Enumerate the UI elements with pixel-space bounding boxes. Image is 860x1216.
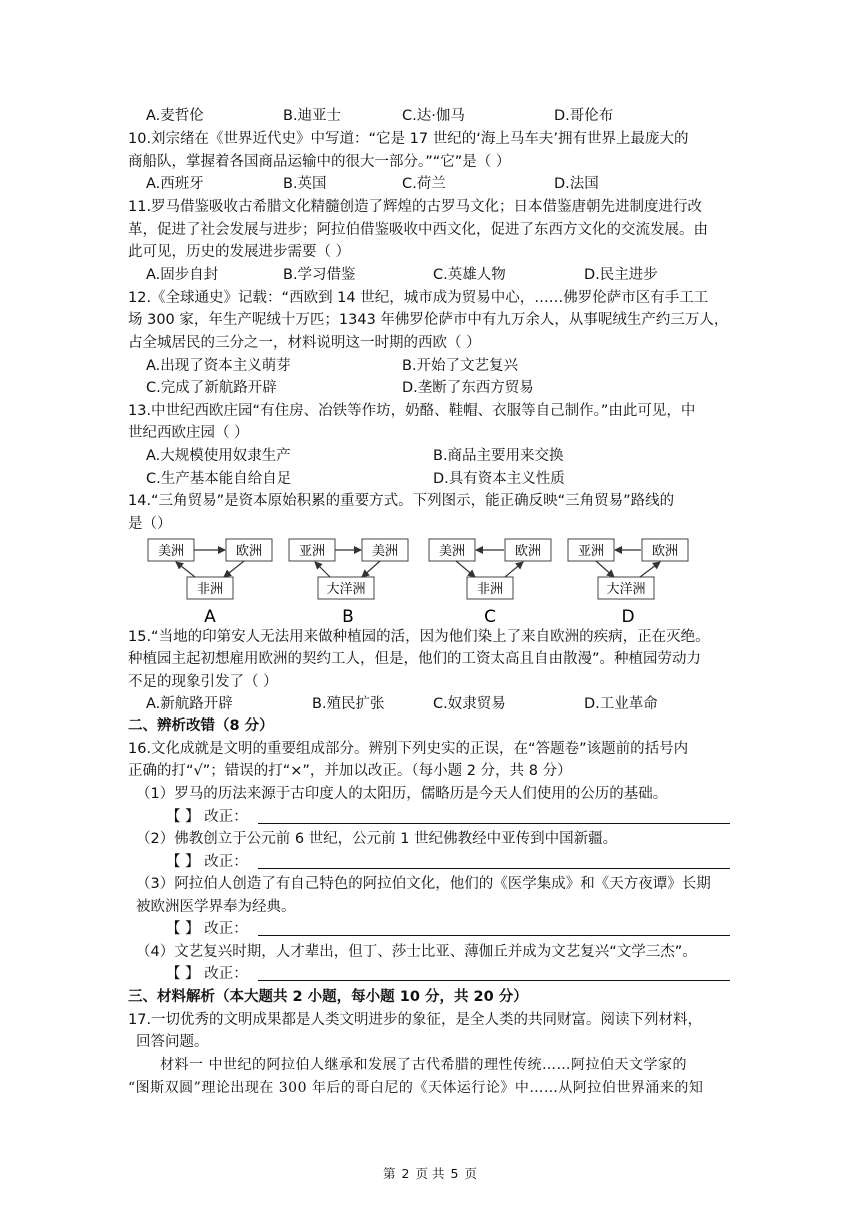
q12-stem-line2: 场 300 家，年生产呢绒十万匹；1343 年佛罗伦萨市中有九万余人，从事呢绒生产约三万人， — [128, 312, 729, 328]
q11-option-b: B.学习借鉴 — [283, 267, 356, 283]
diagram-a-label: A — [204, 607, 216, 627]
q11-stem-line2: 革，促进了社会发展与进步；阿拉伯借鉴吸收中西文化，促进了东西方文化的交流发展。由 — [128, 222, 708, 238]
q16-item-3: （3）阿拉伯人创造了有自己特色的阿拉伯文化，他们的《医学集成》和《天方夜谭》长期 — [136, 876, 711, 892]
q9-option-a: A.麦哲伦 — [146, 108, 204, 124]
q15-option-d: D.工业革命 — [584, 696, 658, 712]
q16-item-3-answer-label: 【 】 改正： — [166, 921, 248, 937]
q10-option-b: B.英国 — [283, 176, 327, 192]
diagram-a-top-left: 美洲 — [157, 544, 185, 559]
q17-stem-line1: 17.一切优秀的文明成果都是人类文明进步的象征，是全人类的共同财富。阅读下列材料， — [128, 1012, 703, 1028]
q16-item-3-cont: 被欧洲医学界奉为经典。 — [136, 899, 296, 915]
diagram-c-label: C — [484, 607, 496, 627]
q11-option-d: D.民主进步 — [584, 267, 658, 283]
footer-middle: 页 共 — [415, 1166, 445, 1181]
diagram-b-bottom: 大洋洲 — [326, 582, 366, 597]
q12-option-b: B.开始了文艺复兴 — [402, 358, 519, 374]
q15-option-c: C.奴隶贸易 — [433, 696, 506, 712]
q10-stem-line2: 商船队，掌握着各国商品运输中的很大一部分。”“它”是（ ） — [128, 154, 511, 170]
q16-item-2: （2）佛教创立于公元前 6 世纪，公元前 1 世纪佛教经中亚传到中国新疆。 — [136, 831, 618, 847]
diagram-b-label: B — [342, 607, 354, 627]
q11-stem-line1: 11.罗马借鉴吸收古希腊文化精髓创造了辉煌的古罗马文化；日本借鉴唐朝先进制度进行改 — [128, 199, 703, 215]
footer-prefix: 第 — [383, 1166, 396, 1181]
triangle-trade-diagrams — [0, 530, 860, 630]
diagram-c-bottom: 非洲 — [476, 582, 504, 597]
q9-option-c: C.达·伽马 — [402, 108, 465, 124]
q13-option-b: B.商品主要用来交换 — [433, 448, 564, 464]
q16-item-4-answer-line[interactable] — [258, 980, 730, 981]
q12-stem-line3: 占全城居民的三分之一，材料说明这一时期的西欧（ ） — [128, 335, 481, 351]
q15-option-b: B.殖民扩张 — [312, 696, 385, 712]
footer-page-number: 2 — [401, 1166, 410, 1181]
q14-stem-line2: 是（） — [128, 516, 172, 532]
q16-item-3-answer-line[interactable] — [258, 935, 730, 936]
q13-option-d: D.具有资本主义性质 — [433, 471, 565, 487]
q15-stem-line1: 15.“当地的印第安人无法用来做种植园的活，因为他们染上了来自欧洲的疾病，正在灭绝。 — [128, 629, 710, 645]
q9-option-b: B.迪亚士 — [283, 108, 342, 124]
q10-option-a: A.西班牙 — [146, 176, 204, 192]
q13-stem-line2: 世纪西欧庄园（ ） — [128, 425, 249, 441]
q10-option-d: D.法国 — [554, 176, 599, 192]
diagram-a-top-right: 欧洲 — [235, 544, 263, 559]
q16-item-4: （4）文艺复兴时期，人才辈出，但丁、莎士比亚、薄伽丘并成为文艺复兴“文学三杰”。 — [136, 944, 697, 960]
q11-stem-line3: 此可见，历史的发展进步需要（ ） — [128, 244, 351, 260]
diagram-c-top-left: 美洲 — [438, 544, 466, 559]
q13-option-a: A.大规模使用奴隶生产 — [146, 448, 291, 464]
diagram-d-bottom: 大洋洲 — [606, 582, 646, 597]
material-1-line1: 材料一 中世纪的阿拉伯人继承和发展了古代希腊的理性传统……阿拉伯天文学家的 — [160, 1057, 687, 1073]
diagram-b-top-right: 美洲 — [371, 544, 399, 559]
diagram-c-top-right: 欧洲 — [514, 544, 542, 559]
q16-item-4-answer-label: 【 】 改正： — [166, 966, 248, 982]
diagram-d-label: D — [621, 607, 635, 627]
q16-stem-line2: 正确的打“√”；错误的打“×”，并加以改正。（每小题 2 分，共 8 分） — [128, 763, 572, 779]
q16-item-1-answer-label: 【 】 改正： — [166, 809, 248, 825]
q13-option-c: C.生产基本能自给自足 — [146, 471, 292, 487]
q12-option-c: C.完成了新航路开辟 — [146, 380, 277, 396]
q11-option-a: A.固步自封 — [146, 267, 219, 283]
q12-option-d: D.垄断了东西方贸易 — [402, 380, 534, 396]
section-3-title: 三、材料解析（本大题共 2 小题，每小题 10 分，共 20 分） — [128, 989, 528, 1005]
diagram-d — [568, 539, 688, 627]
q13-stem-line1: 13.中世纪西欧庄园“有住房、冶铁等作坊，奶酪、鞋帽、衣服等自己制作。”由此可见，中 — [128, 403, 696, 419]
page-footer — [0, 1164, 860, 1182]
diagram-d-top-left: 亚洲 — [577, 544, 605, 559]
q15-stem-line3: 不足的现象引发了（ ） — [128, 674, 278, 690]
q10-stem-line1: 10.刘宗绪在《世界近代史》中写道：“它是 17 世纪的‘海上马车夫’拥有世界上最庞大的 — [128, 131, 689, 147]
footer-suffix: 页 — [464, 1166, 477, 1181]
q14-stem-line1: 14.“三角贸易”是资本原始积累的重要方式。下列图示，能正确反映“三角贸易”路线的 — [128, 493, 675, 509]
q11-option-c: C.英雄人物 — [433, 267, 506, 283]
q12-option-a: A.出现了资本主义萌芽 — [146, 358, 291, 374]
diagram-b-top-left: 亚洲 — [298, 544, 326, 559]
q16-item-2-answer-label: 【 】 改正： — [166, 854, 248, 870]
diagram-a-bottom: 非洲 — [196, 582, 224, 597]
footer-total-pages: 5 — [450, 1166, 459, 1181]
q16-item-1-answer-line[interactable] — [258, 823, 730, 824]
q9-option-d: D.哥伦布 — [554, 108, 614, 124]
section-2-title: 二、辨析改错（8 分） — [128, 718, 274, 734]
q12-stem-line1: 12.《全球通史》记载：“西欧到 14 世纪，城市成为贸易中心，……佛罗伦萨市区有手工工 — [128, 290, 709, 306]
q10-option-c: C.荷兰 — [402, 176, 446, 192]
diagram-a — [148, 539, 272, 627]
material-1-line2: “图斯双圆”理论出现在 300 年后的哥白尼的《天体运行论》中……从阿拉伯世界涌来的知 — [128, 1080, 704, 1096]
diagram-d-top-right: 欧洲 — [651, 544, 679, 559]
diagram-c — [429, 539, 551, 627]
q15-option-a: A.新航路开辟 — [146, 696, 233, 712]
q16-stem-line1: 16.文化成就是文明的重要组成部分。辨别下列史实的正误，在“答题卷”该题前的括号内 — [128, 741, 689, 757]
q16-item-1: （1）罗马的历法来源于古印度人的太阳历，儒略历是今天人们使用的公历的基础。 — [136, 786, 668, 802]
q15-stem-line2: 种植园主起初想雇用欧洲的契约工人，但是，他们的工资太高且自由散漫”。种植园劳动力 — [128, 651, 702, 667]
q17-stem-line2: 回答问题。 — [136, 1034, 209, 1050]
diagram-b — [289, 539, 408, 627]
q16-item-2-answer-line[interactable] — [258, 868, 730, 869]
